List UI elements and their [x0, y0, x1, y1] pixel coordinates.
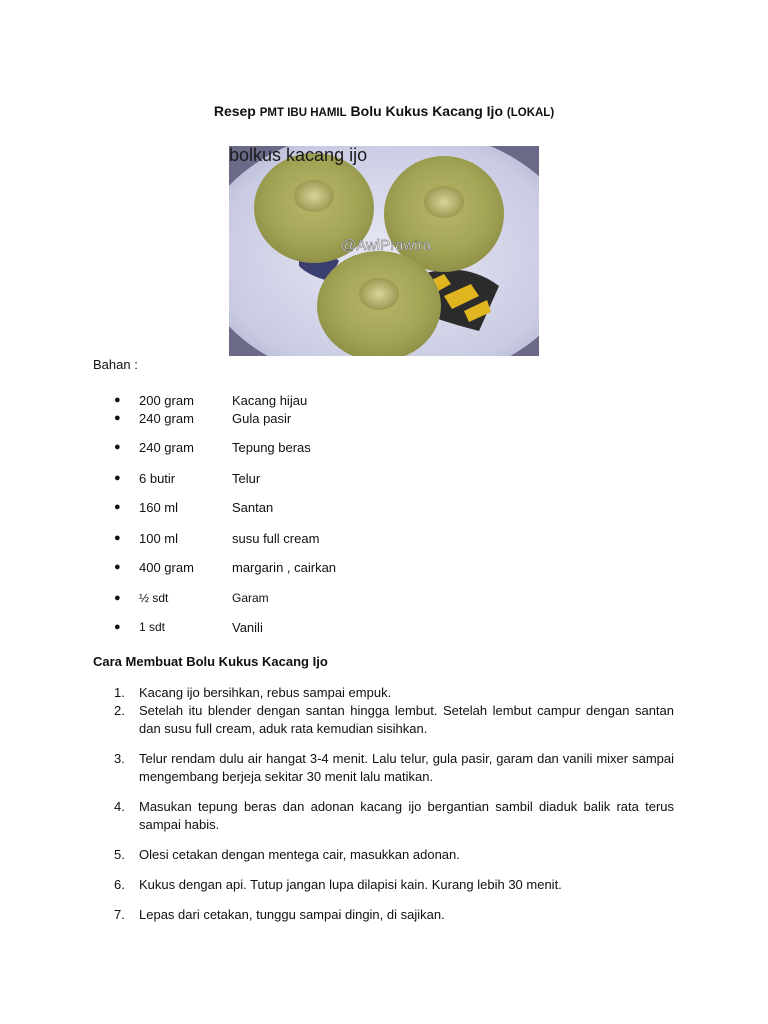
step-text: Lepas dari cetakan, tunggu sampai dingin, di sajikan. [139, 907, 445, 922]
method-heading: Cara Membuat Bolu Kukus Kacang Ijo [93, 654, 328, 669]
ingredient-qty: 240 gram [139, 440, 194, 455]
ingredient-name: Garam [232, 591, 269, 605]
document-title [0, 103, 768, 119]
step-number: 6. [114, 877, 125, 892]
bullet-icon: ● [114, 592, 121, 604]
ingredient-qty: 400 gram [139, 560, 194, 575]
title-recipe-name: Bolu Kukus Kacang Ijo [350, 103, 503, 119]
step-number: 5. [114, 847, 125, 862]
bullet-icon: ● [114, 472, 121, 484]
step-text: Masukan tepung beras dan adonan kacang ijo bergantian sambil diaduk balik rata terus sampai habis. [139, 799, 674, 832]
ingredient-item [0, 471, 768, 489]
ingredient-item [0, 440, 768, 458]
ingredient-item [0, 560, 768, 578]
ingredient-name: Gula pasir [232, 411, 292, 426]
ingredient-name: Vanili [232, 620, 263, 635]
bullet-icon: ● [114, 441, 121, 453]
bullet-icon: ● [114, 532, 121, 544]
step-number: 1. [114, 685, 125, 700]
bullet-icon: ● [114, 501, 121, 513]
cake-bottom [317, 251, 441, 356]
ingredient-item [0, 620, 768, 638]
title-pmt: PMT IBU HAMIL [259, 107, 347, 119]
step-text: Olesi cetakan dengan mentega cair, masukkan adonan. [139, 847, 460, 862]
ingredient-item [0, 500, 768, 518]
ingredient-name: Kacang hijau [232, 393, 308, 408]
ingredient-qty: 100 ml [139, 531, 179, 546]
step-text: Kukus dengan api. Tutup jangan lupa dilapisi kain. Kurang lebih 30 menit. [139, 877, 562, 892]
ingredient-qty: 160 ml [139, 500, 179, 515]
recipe-photo [229, 146, 539, 356]
bullet-icon: ● [114, 561, 121, 573]
bullet-icon: ● [114, 412, 121, 424]
ingredient-name: Telur [232, 471, 261, 486]
ingredient-qty: 1 sdt [139, 620, 166, 634]
bullet-icon: ● [114, 621, 121, 633]
ingredient-qty: ½ sdt [139, 591, 169, 605]
ingredient-item [0, 411, 768, 429]
cake-right [384, 156, 504, 272]
step-text: Setelah itu blender dengan santan hingga lembut. Setelah lembut campur dengan santan dan susu full cream, aduk rata kemudian sisihkan. [139, 703, 674, 736]
title-resep: Resep [213, 103, 256, 119]
step-text: Kacang ijo bersihkan, rebus sampai empuk. [139, 685, 392, 700]
ingredient-item [0, 393, 768, 411]
step-text: Telur rendam dulu air hangat 3-4 menit. Lalu telur, gula pasir, garam dan vanili mixer sampai mengembang berjeja sekitar 30 menit lalu matikan. [139, 751, 674, 784]
photo-caption: bolkus kacang ijo [229, 146, 368, 165]
ingredient-name: susu full cream [232, 531, 320, 546]
step-number: 3. [114, 751, 125, 766]
ingredient-name: margarin , cairkan [232, 560, 337, 575]
ingredient-qty: 6 butir [139, 471, 176, 486]
ingredient-qty: 240 gram [139, 411, 194, 426]
step-number: 7. [114, 907, 125, 922]
bullet-icon: ● [114, 394, 121, 406]
ingredient-qty: 200 gram [139, 393, 194, 408]
ingredient-name: Tepung beras [232, 440, 311, 455]
title-lokal: (LOKAL) [506, 107, 555, 119]
photo-watermark: @AwiPrawira [341, 237, 431, 254]
step-number: 2. [114, 703, 125, 718]
step-number: 4. [114, 799, 125, 814]
ingredient-name: Santan [232, 500, 274, 515]
ingredients-heading: Bahan : [93, 357, 138, 372]
ingredient-item [0, 531, 768, 549]
ingredient-item [0, 591, 768, 609]
